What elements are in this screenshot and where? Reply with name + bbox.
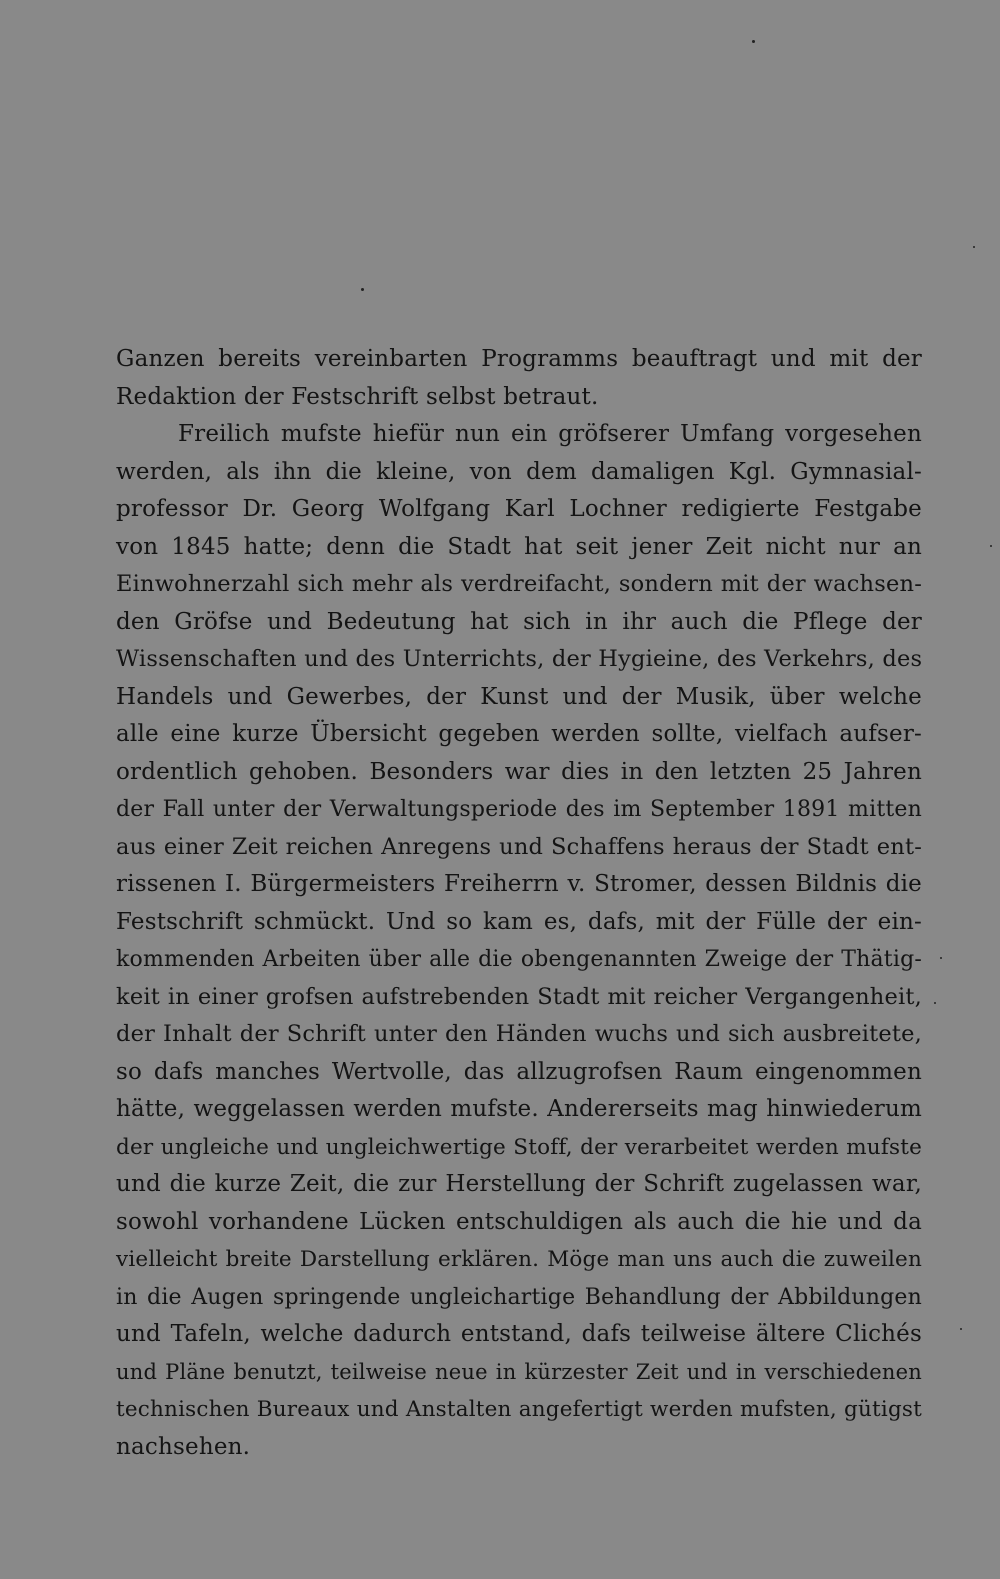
- dust-speck: [361, 288, 364, 291]
- text-line: Einwohnerzahl sich mehr als verdreifacht, sondern mit der wachsen-: [116, 571, 922, 597]
- dust-speck: [960, 1328, 962, 1330]
- dust-speck: [934, 1002, 936, 1004]
- text-line: Wissenschaften und des Unterrichts, der Hygieine, des Verkehrs, des: [116, 646, 923, 672]
- text-line: und Pläne benutzt, teilweise neue in kürzester Zeit und in verschiedenen: [116, 1359, 922, 1384]
- text-line: in die Augen springende ungleichartige Behandlung der Abbildungen: [116, 1284, 922, 1310]
- text-line: vielleicht breite Darstellung erklären. Möge man uns auch die zuweilen: [116, 1247, 922, 1272]
- text-line: nachsehen.: [116, 1433, 251, 1460]
- text-line: kommenden Arbeiten über alle die obengenannten Zweige der Thätig-: [116, 947, 922, 972]
- text-line: keit in einer grofsen aufstrebenden Stadt mit reicher Vergangenheit,: [116, 983, 922, 1010]
- text-line: von 1845 hatte; denn die Stadt hat seit jener Zeit nicht nur an: [116, 533, 922, 560]
- text-line: sowohl vorhandene Lücken entschuldigen als auch die hie und da: [116, 1208, 922, 1235]
- text-line: und Tafeln, welche dadurch entstand, dafs teilweise ältere Clichés: [116, 1321, 922, 1347]
- dust-speck: [752, 40, 755, 43]
- body-text: [116, 341, 922, 1466]
- text-line: der ungleiche und ungleichwertige Stoff, der verarbeitet werden mufste: [116, 1134, 922, 1160]
- text-line: rissenen I. Bürgermeisters Freiherrn v. Stromer, dessen Bildnis die: [116, 871, 922, 897]
- text-line: den Gröfse und Bedeutung hat sich in ihr auch die Pflege der: [116, 608, 922, 635]
- text-line: professor Dr. Georg Wolfgang Karl Lochner redigierte Festgabe: [116, 496, 922, 522]
- text-line: hätte, weggelassen werden mufste. Andererseits mag hinwiederum: [116, 1096, 922, 1122]
- text-line: ordentlich gehoben. Besonders war dies in den letzten 25 Jahren: [116, 758, 922, 785]
- text-line: der Fall unter der Verwaltungsperiode des im September 1891 mitten: [116, 797, 922, 822]
- text-line: und die kurze Zeit, die zur Herstellung der Schrift zugelassen war,: [116, 1171, 922, 1197]
- text-line: technischen Bureaux und Anstalten angefertigt werden mufsten, gütigst: [116, 1397, 922, 1422]
- dust-speck: [990, 545, 992, 547]
- dust-speck: [940, 957, 942, 959]
- text-line: werden, als ihn die kleine, von dem damaligen Kgl. Gymnasial-: [116, 458, 922, 485]
- text-line: Festschrift schmückt. Und so kam es, dafs, mit der Fülle der ein-: [116, 908, 922, 935]
- text-line: Freilich mufste hiefür nun ein gröfserer Umfang vorgesehen: [178, 421, 922, 447]
- dust-speck: [973, 246, 975, 248]
- text-line: aus einer Zeit reichen Anregens und Schaffens heraus der Stadt ent-: [116, 833, 922, 860]
- text-line: der Inhalt der Schrift unter den Händen wuchs und sich ausbreitete,: [116, 1021, 922, 1047]
- text-line: Redaktion der Festschrift selbst betraut.: [116, 383, 599, 410]
- text-line: Ganzen bereits vereinbarten Programms beauftragt und mit der: [116, 346, 922, 372]
- text-line: alle eine kurze Übersicht gegeben werden sollte, vielfach aufser-: [116, 721, 922, 747]
- text-line: Handels und Gewerbes, der Kunst und der Musik, über welche: [116, 683, 922, 710]
- text-line: so dafs manches Wertvolle, das allzugrofsen Raum eingenommen: [116, 1058, 922, 1085]
